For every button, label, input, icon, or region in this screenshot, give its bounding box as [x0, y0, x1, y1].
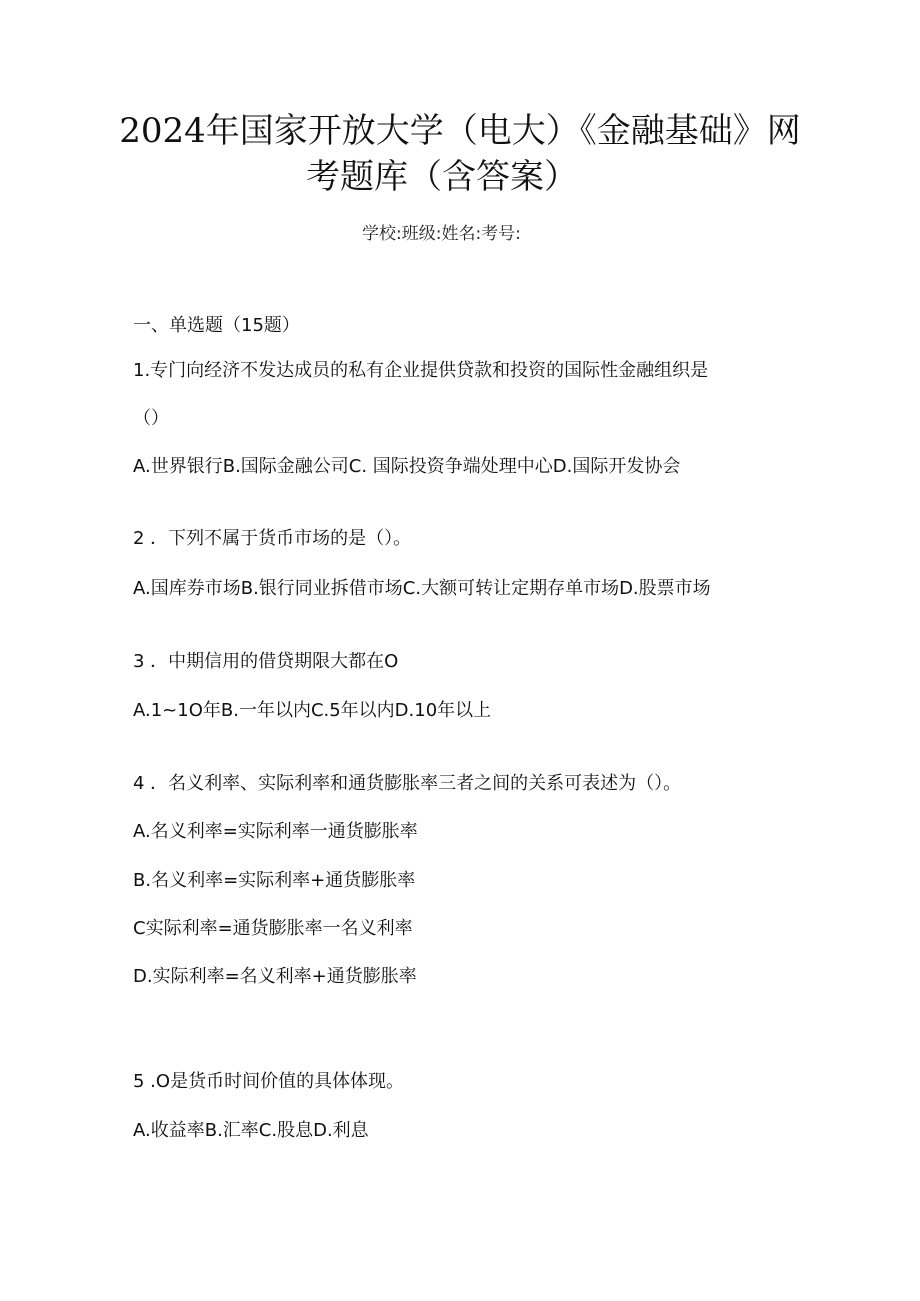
question-2-options: A.国库券市场B.银行同业拆借市场C.大额可转让定期存单市场D.股票市场 — [133, 578, 711, 599]
question-3-options: A.1~1O年B.一年以内C.5年以内D.10年以上 — [133, 700, 492, 721]
question-1-stem-continued: （） — [133, 408, 169, 429]
student-info-line: 学校:班级:姓名:考号: — [362, 224, 521, 244]
section-heading: 一、单选题（15题） — [133, 315, 300, 336]
document-title-line-2: 考题库（含答案） — [306, 157, 578, 197]
question-2-stem: 2 ．下列不属于货币市场的是（）。 — [133, 528, 412, 549]
question-4-option-c: C实际利率=通货膨胀率一名义利率 — [133, 918, 413, 939]
question-5-stem: 5 .O是货币时间价值的具体体现。 — [133, 1071, 405, 1092]
document-title-line-1: 2024年国家开放大学（电大）《金融基础》网 — [119, 111, 801, 151]
question-1-options: A.世界银行B.国际金融公司C. 国际投资争端处理中心D.国际开发协会 — [133, 456, 681, 477]
question-1-stem: 1.专门向经济不发达成员的私有企业提供贷款和投资的国际性金融组织是 — [133, 360, 709, 381]
question-5-options: A.收益率B.汇率C.股息D.利息 — [133, 1120, 369, 1141]
question-4-option-d: D.实际利率=名义利率+通货膨胀率 — [133, 966, 417, 987]
question-4-option-b: B.名义利率=实际利率+通货膨胀率 — [133, 870, 416, 891]
question-3-stem: 3 ．中期信用的借贷期限大都在O — [133, 651, 399, 672]
question-4-option-a: A.名义利率=实际利率一通货膨胀率 — [133, 821, 418, 842]
question-4-stem: 4 ．名义利率、实际利率和通货膨胀率三者之间的关系可表述为（）。 — [133, 773, 682, 794]
